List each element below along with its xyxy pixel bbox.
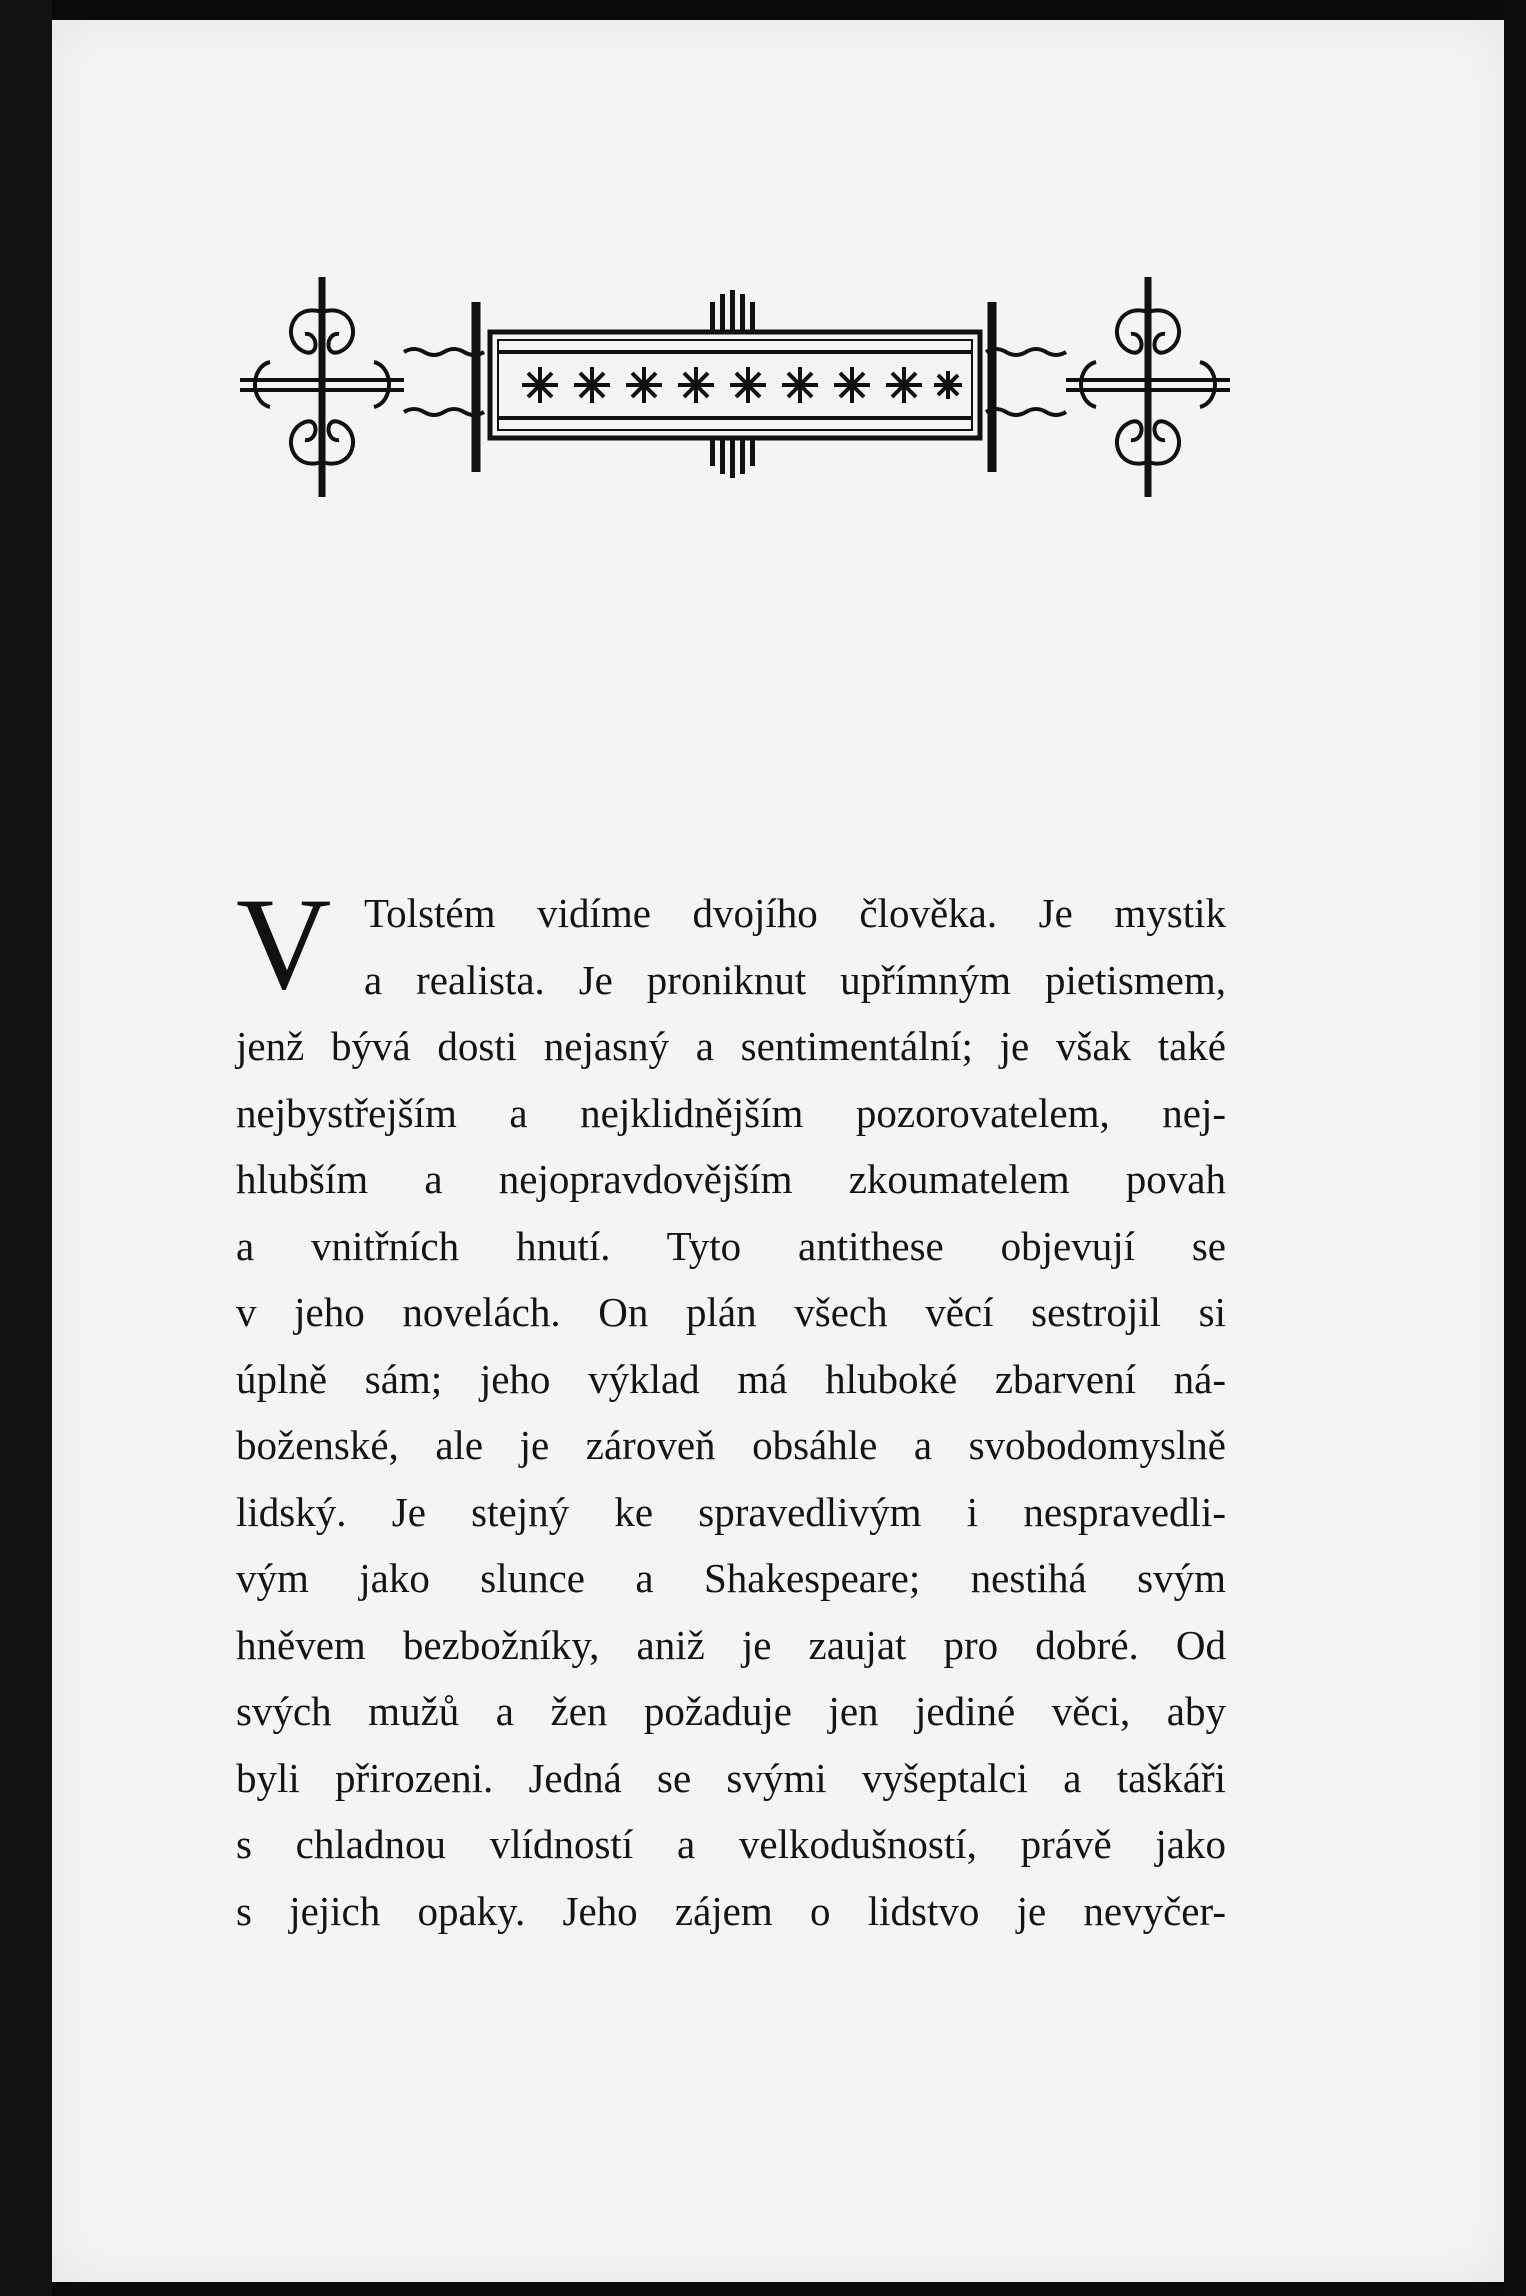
text-line: nejbystřejším a nejklidnějším pozorovatelem, nej-: [236, 1089, 1226, 1136]
text-line: a realista. Je proniknut upřímným pietismem,: [364, 956, 1226, 1003]
book-spine-shadow: [0, 0, 52, 2296]
body-text: [236, 870, 1226, 1944]
decorative-headpiece: [240, 272, 1230, 502]
text-line: jenž bývá dosti nejasný a sentimentální; je však také: [236, 1023, 1226, 1069]
text-line: Tolstém vidíme dvojího člověka. Je mystik: [364, 890, 1226, 936]
drop-cap: V: [236, 870, 332, 1017]
text-line: v jeho novelách. On plán všech věcí sestrojil si: [236, 1289, 1226, 1335]
text-line: boženské, ale je zároveň obsáhle a svobodomyslně: [236, 1422, 1226, 1468]
text-line: lidský. Je stejný ke spravedlivým i nespravedli-: [236, 1488, 1226, 1535]
text-line: hlubším a nejopravdovějším zkoumatelem povah: [236, 1156, 1226, 1202]
text-line: úplně sám; jeho výklad má hluboké zbarvení ná-: [236, 1355, 1226, 1402]
page-edge-shadow: [1504, 0, 1526, 2296]
text-line: vým jako slunce a Shakespeare; nestihá svým: [236, 1555, 1226, 1601]
text-line: s jejich opaky. Jeho zájem o lidstvo je nevyčer-: [236, 1887, 1226, 1934]
text-line: a vnitřních hnutí. Tyto antithese objevují se: [236, 1222, 1226, 1269]
text-line: byli přirozeni. Jedná se svými vyšeptalci a taškáři: [236, 1754, 1226, 1801]
text-line: svých mužů a žen požaduje jen jediné věci, aby: [236, 1688, 1226, 1734]
text-line: hněvem bezbožníky, aniž je zaujat pro dobré. Od: [236, 1621, 1226, 1668]
text-line: s chladnou vlídností a velkodušností, právě jako: [236, 1821, 1226, 1867]
